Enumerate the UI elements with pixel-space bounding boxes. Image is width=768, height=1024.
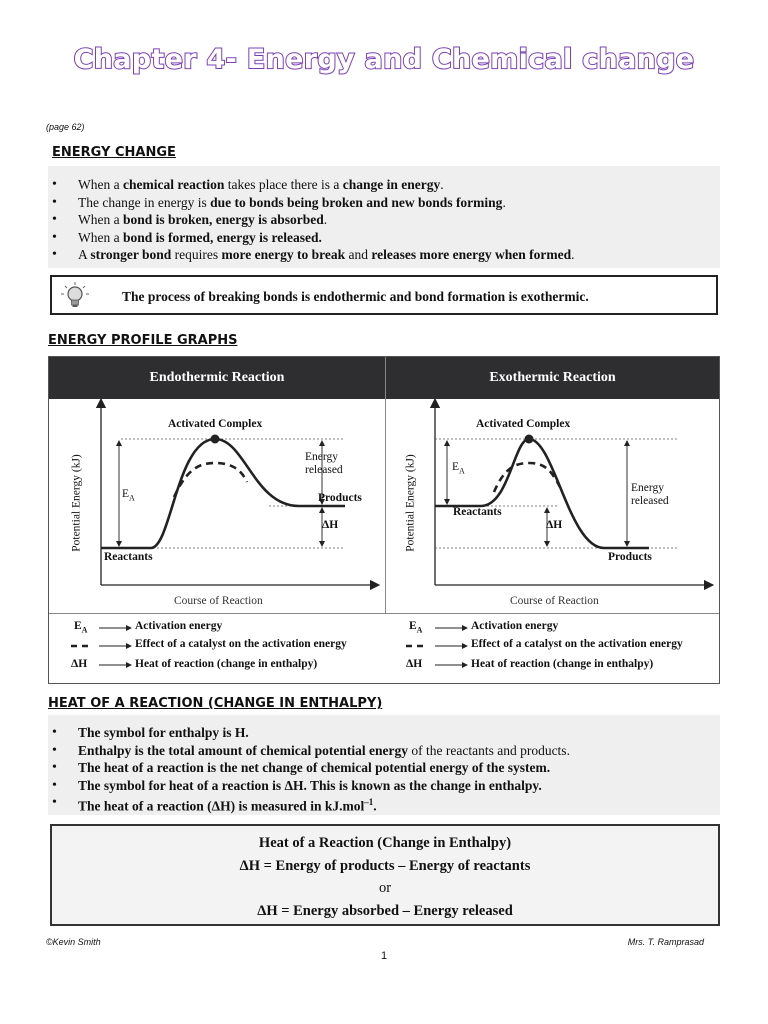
bullet-text: bond is broken, energy is absorbed bbox=[122, 212, 324, 227]
formula-title: Heat of a Reaction (Change in Enthalpy) bbox=[258, 835, 512, 851]
legend-ea-letter: E bbox=[74, 620, 82, 632]
bullet-text: requires bbox=[171, 247, 222, 262]
bullet-text: change in energy bbox=[342, 177, 441, 192]
bullet-text: . bbox=[323, 212, 328, 227]
products-label: Products bbox=[608, 551, 652, 563]
energy-profile-figure bbox=[48, 356, 720, 684]
energy-released-label bbox=[631, 482, 669, 508]
bullet-text: due to bonds being broken and new bonds forming bbox=[210, 194, 503, 210]
reactants-label: Reactants bbox=[453, 506, 502, 518]
enthalpy-item bbox=[48, 742, 570, 760]
bullet-text: The heat of a reaction is the net change of chemical potential energy of the system. bbox=[78, 760, 551, 775]
bullet-text: releases more energy when formed bbox=[371, 247, 572, 262]
bullet-text: Enthalpy is the total amount of chemical potential energy bbox=[78, 742, 408, 758]
energy-word: Energy bbox=[631, 482, 665, 494]
footer-right: Mrs. T. Ramprasad bbox=[627, 937, 704, 947]
note-text: The process of breaking bonds is endothermic and bond formation is exothermic. bbox=[122, 289, 589, 304]
dh-label: ΔH bbox=[546, 519, 563, 531]
exothermic-title: Exothermic Reaction bbox=[386, 357, 719, 399]
y-axis-label: Potential Energy (kJ) bbox=[70, 454, 83, 552]
legend-dh-symbol: ΔH bbox=[406, 658, 423, 670]
bullet-text: of the reactants and products. bbox=[408, 742, 570, 758]
bullet-text: The symbol for enthalpy is H. bbox=[78, 725, 249, 740]
released-word: released bbox=[631, 495, 669, 507]
activated-complex-point bbox=[525, 435, 534, 444]
energy-change-item bbox=[48, 194, 574, 212]
legend-ea-letter: E bbox=[409, 620, 417, 632]
legend-ea-symbol bbox=[409, 620, 422, 634]
lightbulb-icon bbox=[60, 281, 90, 311]
enthalpy-item bbox=[48, 724, 570, 742]
page-title: Chapter 4- Energy and Chemical change bbox=[73, 44, 695, 75]
y-axis-label-wrap bbox=[391, 453, 431, 553]
bullet-text: . bbox=[440, 177, 444, 192]
x-axis-label: Course of Reaction bbox=[510, 595, 599, 607]
reactants-label: Reactants bbox=[104, 551, 153, 563]
legend-ea-text: Activation energy bbox=[135, 620, 223, 632]
bullet-text: The heat of a reaction (ΔH) is measured in kJ.mol bbox=[78, 798, 365, 814]
bullet-text: When a bbox=[78, 177, 123, 192]
energy-change-heading: ENERGY CHANGE bbox=[52, 145, 176, 160]
bullet-text: When a bbox=[78, 229, 123, 245]
enthalpy-formula-box bbox=[50, 824, 720, 926]
bullet-text: more energy to break bbox=[221, 247, 346, 262]
bullet-text: . bbox=[373, 798, 377, 814]
legend-catalyst-text: Effect of a catalyst on the activation energy bbox=[471, 638, 683, 650]
energy-word: Energy bbox=[305, 451, 339, 463]
bullet-text: –1 bbox=[364, 797, 374, 807]
activated-complex-label: Activated Complex bbox=[476, 418, 571, 430]
legend-ea-subscript: A bbox=[416, 625, 423, 635]
ea-letter: E bbox=[122, 488, 130, 500]
enthalpy-item bbox=[48, 794, 570, 815]
energy-profile-diagrams bbox=[49, 357, 719, 683]
legend-ea-symbol bbox=[74, 620, 87, 634]
endothermic-title: Endothermic Reaction bbox=[49, 357, 385, 399]
heat-of-reaction-list bbox=[48, 724, 570, 815]
energy-change-list bbox=[48, 176, 574, 264]
ea-subscript: A bbox=[129, 493, 135, 503]
energy-released-label bbox=[305, 451, 343, 477]
legend-dh-text: Heat of reaction (change in enthalpy) bbox=[471, 658, 654, 670]
ea-subscript: A bbox=[459, 466, 465, 476]
page-number: 1 bbox=[380, 950, 388, 962]
released-word: released bbox=[305, 464, 343, 476]
activated-complex-point bbox=[211, 435, 220, 444]
ea-label bbox=[122, 488, 135, 502]
bullet-text: The change in energy is bbox=[78, 194, 211, 210]
energy-profile-heading: ENERGY PROFILE GRAPHS bbox=[48, 333, 238, 348]
energy-change-item bbox=[48, 176, 574, 194]
legend-ea-subscript: A bbox=[81, 625, 88, 635]
bullet-text: takes place there is a bbox=[224, 177, 343, 192]
legend-catalyst-text: Effect of a catalyst on the activation energy bbox=[135, 638, 347, 650]
legend-dh-text: Heat of reaction (change in enthalpy) bbox=[135, 658, 318, 670]
bullet-text: . bbox=[502, 194, 506, 210]
energy-change-item bbox=[48, 229, 574, 247]
formula-line-2: ΔH = Energy absorbed – Energy released bbox=[257, 902, 513, 919]
bullet-text: The symbol for heat of a reaction is ΔH. This is known as the change in enthalpy. bbox=[78, 777, 542, 793]
energy-change-box bbox=[48, 166, 720, 268]
formula-or: or bbox=[378, 880, 392, 896]
products-label: Products bbox=[318, 492, 362, 504]
x-axis-label: Course of Reaction bbox=[174, 595, 263, 607]
bullet-text: bond is formed, energy is released. bbox=[122, 229, 322, 245]
energy-change-item bbox=[48, 246, 574, 264]
bullet-text: . bbox=[571, 247, 575, 262]
bullet-text: When a bbox=[78, 212, 123, 227]
y-axis-label-wrap bbox=[57, 453, 97, 553]
activated-complex-label: Activated Complex bbox=[168, 418, 263, 430]
enthalpy-item bbox=[48, 777, 570, 795]
ea-letter: E bbox=[452, 461, 460, 473]
enthalpy-item bbox=[48, 759, 570, 777]
page-reference: (page 62) bbox=[46, 122, 85, 132]
energy-change-item bbox=[48, 211, 574, 229]
bullet-text: chemical reaction bbox=[122, 177, 225, 192]
bullet-text: stronger bond bbox=[90, 247, 172, 262]
y-axis-label: Potential Energy (kJ) bbox=[404, 454, 417, 552]
heat-of-reaction-box bbox=[48, 715, 720, 815]
bullet-text: A bbox=[78, 247, 91, 262]
heat-of-reaction-heading: HEAT OF A REACTION (CHANGE IN ENTHALPY) bbox=[48, 696, 383, 711]
bullet-text: and bbox=[345, 247, 372, 262]
legend-ea-text: Activation energy bbox=[471, 620, 559, 632]
footer-left: ©Kevin Smith bbox=[46, 937, 101, 947]
ea-label bbox=[452, 461, 465, 475]
reaction-curve bbox=[435, 439, 649, 548]
key-note-box bbox=[50, 275, 718, 315]
formula-line-1: ΔH = Energy of products – Energy of reactants bbox=[239, 857, 531, 874]
dh-label: ΔH bbox=[322, 519, 339, 531]
legend-dh-symbol: ΔH bbox=[71, 658, 88, 670]
